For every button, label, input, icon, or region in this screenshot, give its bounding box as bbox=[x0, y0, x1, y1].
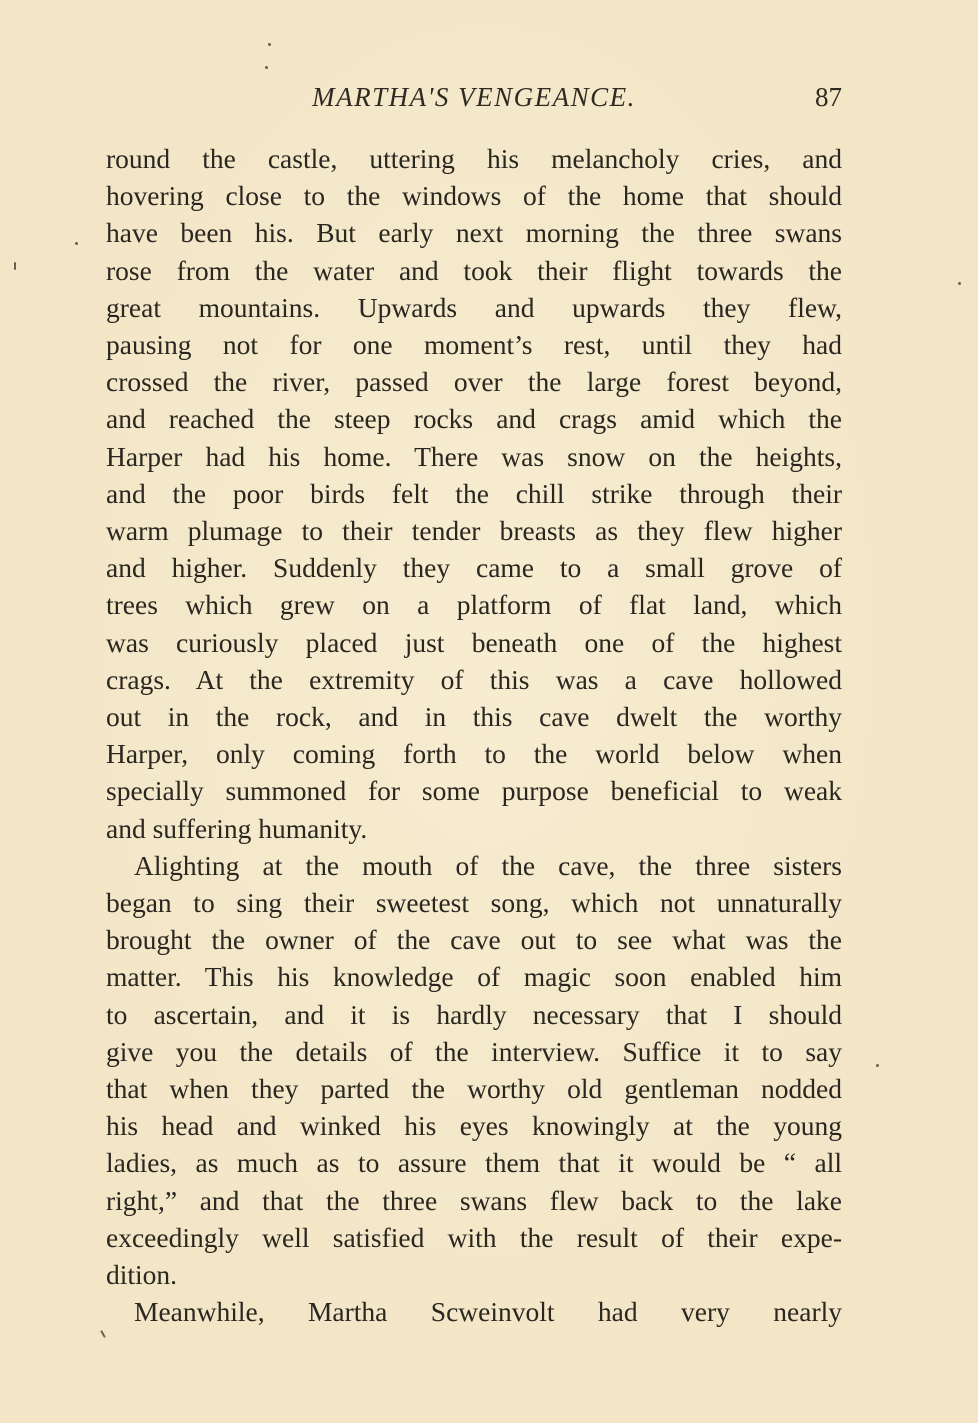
text-line: that when they parted the worthy old gentleman nodded bbox=[106, 1073, 842, 1105]
text-line: give you the details of the interview. Suffice it to say bbox=[106, 1035, 842, 1067]
paragraph-1 bbox=[106, 140, 842, 847]
text-line: Meanwhile, Martha Scweinvolt had very nearly bbox=[134, 1296, 842, 1328]
text-line: and suffering humanity. bbox=[106, 812, 368, 844]
body-text bbox=[106, 140, 842, 1331]
paper-speck bbox=[100, 1330, 106, 1338]
text-line: and reached the steep rocks and crags amid which the bbox=[106, 403, 842, 435]
text-line: Alighting at the mouth of the cave, the three sisters bbox=[134, 849, 842, 881]
paper-speck bbox=[75, 242, 78, 245]
text-line: round the castle, uttering his melancholy cries, and bbox=[106, 143, 842, 174]
text-line: trees which grew on a platform of flat land, which bbox=[106, 589, 842, 621]
text-line: Harper had his home. There was snow on the heights, bbox=[106, 440, 842, 472]
text-line: his head and winked his eyes knowingly at the young bbox=[106, 1110, 842, 1142]
paper-speck bbox=[268, 43, 271, 46]
paper-speck bbox=[14, 262, 16, 270]
text-line: brought the owner of the cave out to see what was the bbox=[106, 924, 842, 956]
text-line: exceedingly well satisfied with the result of their expe- bbox=[106, 1221, 842, 1253]
text-line: matter. This his knowledge of magic soon enabled him bbox=[106, 961, 842, 993]
text-line: warm plumage to their tender breasts as they flew higher bbox=[106, 515, 842, 547]
text-line: out in the rock, and in this cave dwelt the worthy bbox=[106, 701, 842, 733]
text-line: rose from the water and took their flight towards the bbox=[106, 254, 842, 286]
text-line: and the poor birds felt the chill strike through their bbox=[106, 477, 842, 509]
text-line: specially summoned for some purpose beneficial to weak bbox=[106, 775, 842, 807]
paper-speck bbox=[265, 66, 268, 69]
paragraph-2 bbox=[106, 847, 842, 1293]
text-line: crossed the river, passed over the large forest beyond, bbox=[106, 366, 842, 398]
text-line: was curiously placed just beneath one of the highest bbox=[106, 626, 842, 658]
text-line: began to sing their sweetest song, which not unnaturally bbox=[106, 887, 842, 919]
page-number: 87 bbox=[815, 82, 842, 112]
text-line: to ascertain, and it is hardly necessary that I should bbox=[106, 998, 842, 1030]
paper-speck bbox=[876, 1064, 879, 1067]
text-line: right,” and that the three swans flew back to the lake bbox=[106, 1184, 842, 1216]
text-line: crags. At the extremity of this was a cave hollowed bbox=[106, 663, 842, 695]
paragraph-3 bbox=[106, 1293, 842, 1330]
text-line: have been his. But early next morning the three swans bbox=[106, 217, 842, 249]
text-line: great mountains. Upwards and upwards they flew, bbox=[106, 291, 842, 323]
text-line: hovering close to the windows of the home that should bbox=[106, 180, 842, 212]
paper-speck bbox=[958, 282, 961, 285]
text-line: Harper, only coming forth to the world below when bbox=[106, 738, 842, 770]
page-header bbox=[106, 76, 842, 116]
text-line: pausing not for one moment’s rest, until they had bbox=[106, 329, 842, 361]
text-line: and higher. Suddenly they came to a small grove of bbox=[106, 552, 842, 584]
text-line: dition. bbox=[106, 1259, 178, 1291]
running-title: MARTHA'S VENGEANCE. bbox=[312, 82, 636, 112]
text-line: ladies, as much as to assure them that it would be “ all bbox=[106, 1147, 842, 1179]
